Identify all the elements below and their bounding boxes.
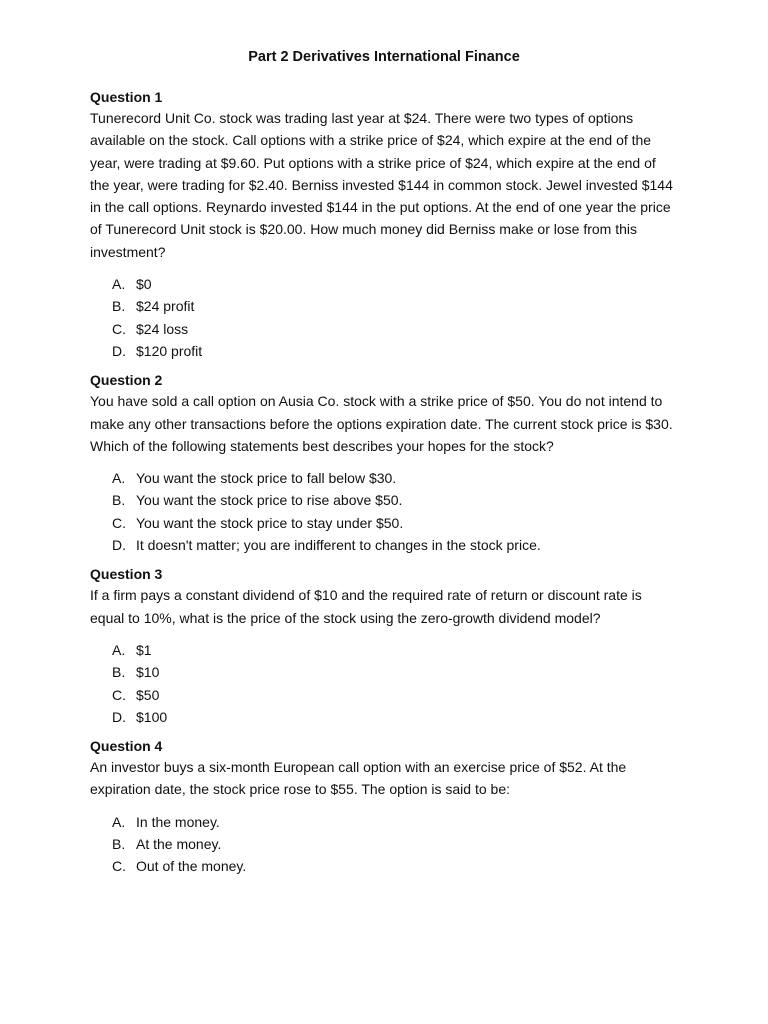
option-letter: B. <box>112 298 126 315</box>
answer-option <box>112 467 678 489</box>
option-text: $10 <box>136 664 160 681</box>
answer-option <box>112 684 678 706</box>
answer-option <box>112 295 678 317</box>
answer-option <box>112 512 678 534</box>
answer-options <box>90 639 678 728</box>
option-text: In the money. <box>136 813 220 830</box>
option-letter: A. <box>112 641 126 658</box>
question-4 <box>90 736 678 877</box>
option-letter: A. <box>112 276 126 293</box>
option-letter: B. <box>112 836 126 853</box>
option-letter: A. <box>112 813 126 830</box>
question-1 <box>90 87 678 362</box>
answer-option <box>112 489 678 511</box>
option-letter: B. <box>112 492 126 509</box>
option-text: $1 <box>136 641 152 658</box>
answer-options <box>90 811 678 878</box>
question-text: An investor buys a six-month European call option with an exercise price of $52. At the expiration date, the stock price rose to $55. The option is said to be: <box>90 759 627 798</box>
option-text: $0 <box>136 276 152 293</box>
answer-option <box>112 833 678 855</box>
answer-option <box>112 661 678 683</box>
option-letter: C. <box>112 686 126 703</box>
question-heading: Question 4 <box>90 738 163 755</box>
option-letter: D. <box>112 708 126 725</box>
answer-option <box>112 534 678 556</box>
option-letter: C. <box>112 858 126 875</box>
option-letter: D. <box>112 537 126 554</box>
option-letter: C. <box>112 320 126 337</box>
option-text: At the money. <box>136 836 222 853</box>
answer-options <box>90 467 678 556</box>
answer-option <box>112 273 678 295</box>
answer-option <box>112 706 678 728</box>
question-text: Tunerecord Unit Co. stock was trading last year at $24. There were two types of options available on the stock. Call options with a strike price of $24, which expire at the end of the year, were trading at $9.60. Put options with a strike price of $24, which expire at the end of the year, were trading for $2.40. Berniss invested $144 in common stock. Jewel invested $144 in the call options. Reynardo invested $144 in the put options. At the end of one year the price of Tunerecord Unit stock is $20.00. How much money did Berniss make or lose from this investment? <box>90 110 673 260</box>
question-heading: Question 1 <box>90 89 163 105</box>
answer-options <box>90 273 678 362</box>
answer-option <box>112 340 678 362</box>
option-text: It doesn't matter; you are indifferent to changes in the stock price. <box>136 537 541 554</box>
question-text: If a firm pays a constant dividend of $10 and the required rate of return or discount rate is equal to 10%, what is the price of the stock using the zero-growth dividend model? <box>90 587 642 626</box>
option-text: You want the stock price to stay under $50. <box>136 514 404 531</box>
option-text: You want the stock price to fall below $30. <box>136 470 397 487</box>
option-text: You want the stock price to rise above $50. <box>136 492 403 509</box>
option-text: $100 <box>136 708 168 725</box>
option-letter: B. <box>112 664 126 681</box>
answer-option <box>112 811 678 833</box>
option-text: $24 profit <box>136 298 195 315</box>
option-text: $50 <box>136 686 160 703</box>
option-text: $120 profit <box>136 342 203 359</box>
answer-option <box>112 639 678 661</box>
question-heading: Question 3 <box>90 566 163 583</box>
option-letter: C. <box>112 514 126 531</box>
question-3 <box>90 564 678 728</box>
answer-option <box>112 855 678 877</box>
option-letter: A. <box>112 470 126 487</box>
option-text: $24 loss <box>136 320 189 337</box>
document-title: Part 2 Derivatives International Finance <box>248 49 520 65</box>
option-text: Out of the money. <box>136 858 247 875</box>
question-2 <box>90 370 678 556</box>
option-letter: D. <box>112 342 126 359</box>
answer-option <box>112 318 678 340</box>
question-heading: Question 2 <box>90 372 163 389</box>
question-text: You have sold a call option on Ausia Co. stock with a strike price of $50. You do not intend to make any other transactions before the options expiration date. The current stock price is $30. Which of the following statements best describes your hopes for the stock? <box>90 393 673 454</box>
